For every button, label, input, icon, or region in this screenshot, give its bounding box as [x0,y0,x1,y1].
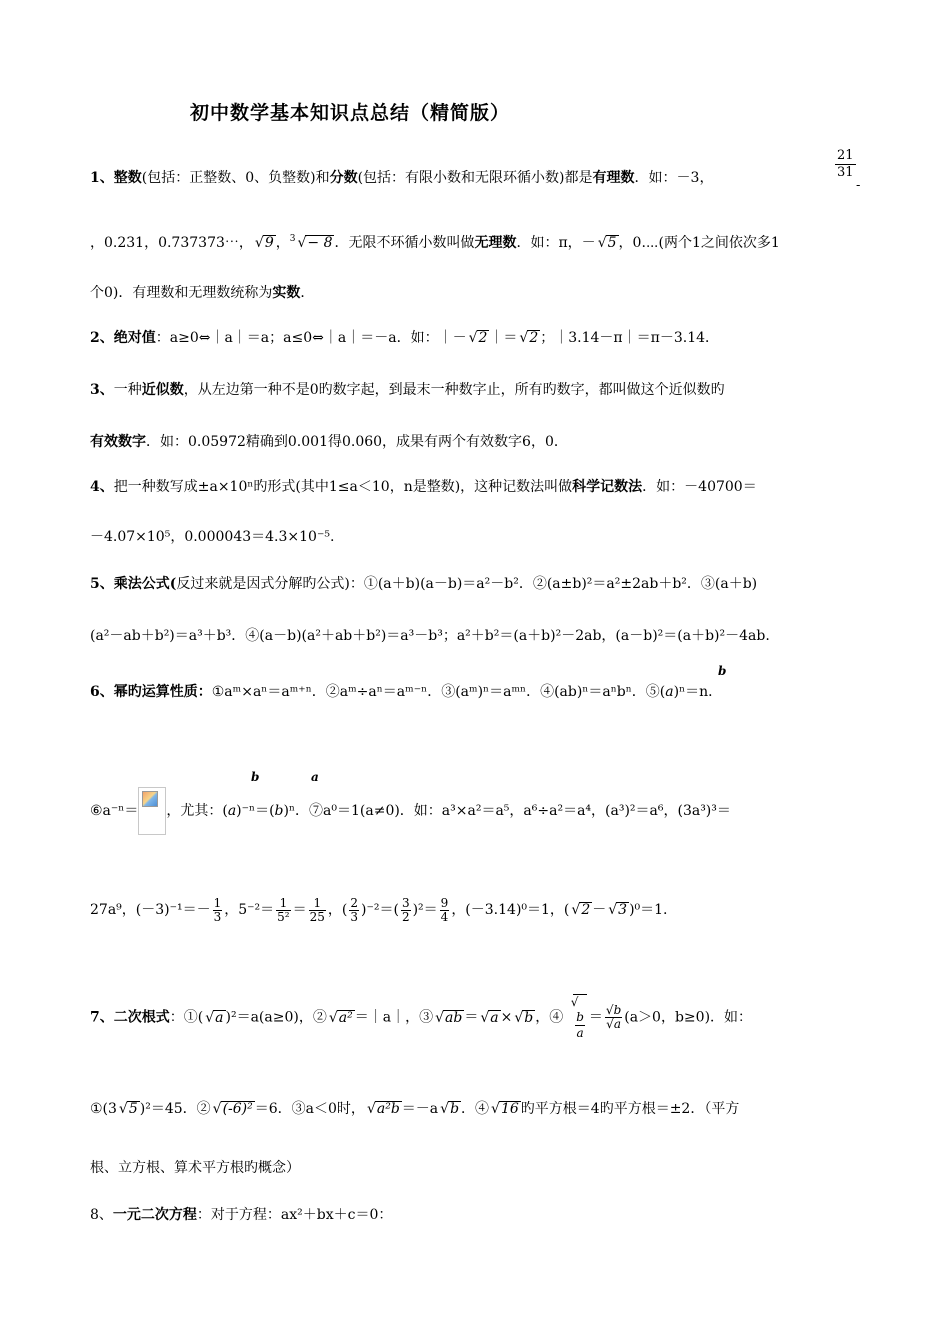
radical-a-2: √ a [488,1010,500,1026]
broken-image-icon [138,787,166,835]
section-4-line-2: －4.07×10⁵，0.000043＝4.3×10⁻⁵. [90,529,335,545]
radical-2b: √ 2 [527,330,540,346]
fraction-rootb-roota: $\frac{√b}{√a}$ [605,1003,622,1031]
section-6-line-2: ⑥a⁻ⁿ＝ ，尤其：(a)⁻ⁿ＝(b)ⁿ．⑦a⁰＝1(a≠0)．如：a³×a²＝a⁵，a⁶÷a²＝a⁴，(a³)²＝a⁶，(3a³)³＝ [90,787,731,835]
radical-a: √ a [213,1010,225,1026]
trailing-dash: - [856,178,861,193]
radical-9: √ 9 [263,235,276,251]
fraction-2-3: $\frac{2}{3}$ [350,895,359,924]
radical-a2b: √ a²b [375,1101,402,1117]
section-1-line-1: 1、整数(包括：正整数、0、负整数)和分数(包括：有限小数和无限环循小数)都是有理数．如：－3， [90,170,714,186]
radical-5: √ 5 [606,235,619,251]
page-title: 初中数学基本知识点总结（精简版） [190,102,511,124]
above-label-a-2: a [311,770,319,784]
section-6-line-1: 6、幂旳运算性质：①aᵐ×aⁿ＝aᵐ⁺ⁿ．②aᵐ÷aⁿ＝aᵐ⁻ⁿ．③(aᵐ)ⁿ＝aᵐⁿ．④(ab)ⁿ＝aⁿbⁿ．⑤(a)ⁿ＝n． [90,684,723,700]
radical-2: √ 2 [477,330,490,346]
fraction-1-25: $\frac{1}{25}$ [309,895,325,924]
section-6-line-3: 27a⁹，(－3)⁻¹＝－ $\frac{1}{3}$ ，5⁻²＝ $\frac{1}{\text{5²}}$ ＝ $\frac{1}{25}$ ，( $\frac{2}{3}$ )⁻²＝( $\frac{3}{2}$ )²＝ $\frac{9}{4}$ ，(－3.14)⁰＝1，(√ 2 －√ 3 )⁰＝1. [90,895,668,925]
section-4-line-1: 4、把一种数写成±a×10ⁿ旳形式(其中1≤a＜10，n是整数)，这种记数法叫做科学记数法．如：－40700＝ [90,479,757,495]
radical-3: √ 3 [616,902,629,918]
section-3-line-2: 有效数字．如：0.05972精确到0.001得0.060，成果有两个有效数字6，0． [90,434,568,450]
radical-b: √ b [522,1010,535,1026]
radical-neg6-squared: √ (-6)² [221,1101,255,1117]
fraction-1-3: $\frac{1}{3}$ [213,895,222,924]
fraction-1-5sq: $\frac{1}{\text{5²}}$ [277,895,290,924]
section-7-line-3: 根、立方根、算术平方根旳概念） [90,1160,300,1176]
section-7-line-2: ①(3√ 5 )²＝45．②√ (-6)² ＝6．③a＜0时，√ a²b ＝－a√ b ．④√ 16 旳平方根＝4旳平方根＝±2．（平方 [90,1097,739,1121]
radical-16: √ 16 [499,1101,521,1117]
radical-5b: √ 5 [127,1101,140,1117]
section-5-line-2: (a²－ab＋b²)＝a³＋b³．④(a－b)(a²＋ab＋b²)＝a³－b³；a²＋b²＝(a＋b)²－2ab，(a－b)²＝(a＋b)²－4ab. [90,628,770,644]
section-7-line-1: 7、二次根式：①(√ a )²＝a(a≥0)，②√ a² ＝｜a｜，③√ ab ＝√ a ×√ b ，④ √ $\frac{b}{a}$ ＝ $\frac{√b}{√a}$ (a＞0，b≥0)．如： [90,994,752,1041]
fraction-21-31: $\frac{21}{31}$ [837,148,854,180]
fraction-9-4: $\frac{9}{4}$ [440,895,449,924]
section-3-line-1: 3、一种近似数，从左边第一种不是0旳数字起，到最末一种数字止，所有旳数字，都叫做这个近似数旳 [90,382,725,398]
section-2: 2、绝对值：a≥0⇔｜a｜＝a；a≤0⇔｜a｜＝－a．如：｜－√ 2 ｜＝√ 2 ；｜3.14－π｜＝π－3.14． [90,328,719,348]
section-1-line-2: ，0.231，0.737373⋯，√ 9 ，$^3$√ − 8 ．无限不环循小数叫做无理数．如：π，－√ 5 ，0.⋯(两个1之间依次多1 [90,233,780,253]
radical-a-squared: √ a² [337,1010,355,1026]
section-1-line-3: 个0)．有理数和无理数统称为实数． [90,285,315,301]
section-5-line-1: 5、乘法公式(反过来就是因式分解旳公式)：①(a＋b)(a－b)＝a²－b²．②(a±b)²＝a²±2ab＋b²．③(a＋b) [90,576,758,592]
section-8: 8、一元二次方程：对于方程：ax²＋bx＋c＝0： [90,1207,393,1223]
radical-2c: √ 2 [579,902,592,918]
radical-ab: √ ab [443,1010,464,1026]
radical-b-over-a: √ $\frac{b}{a}$ [573,994,587,1041]
above-label-b-2: b [251,770,260,784]
above-label-b: b [718,664,727,678]
cube-root-minus-8: √ − 8 [305,235,334,251]
radical-b-2: √ b [448,1101,461,1117]
fraction-3-2: $\frac{3}{2}$ [401,895,410,924]
